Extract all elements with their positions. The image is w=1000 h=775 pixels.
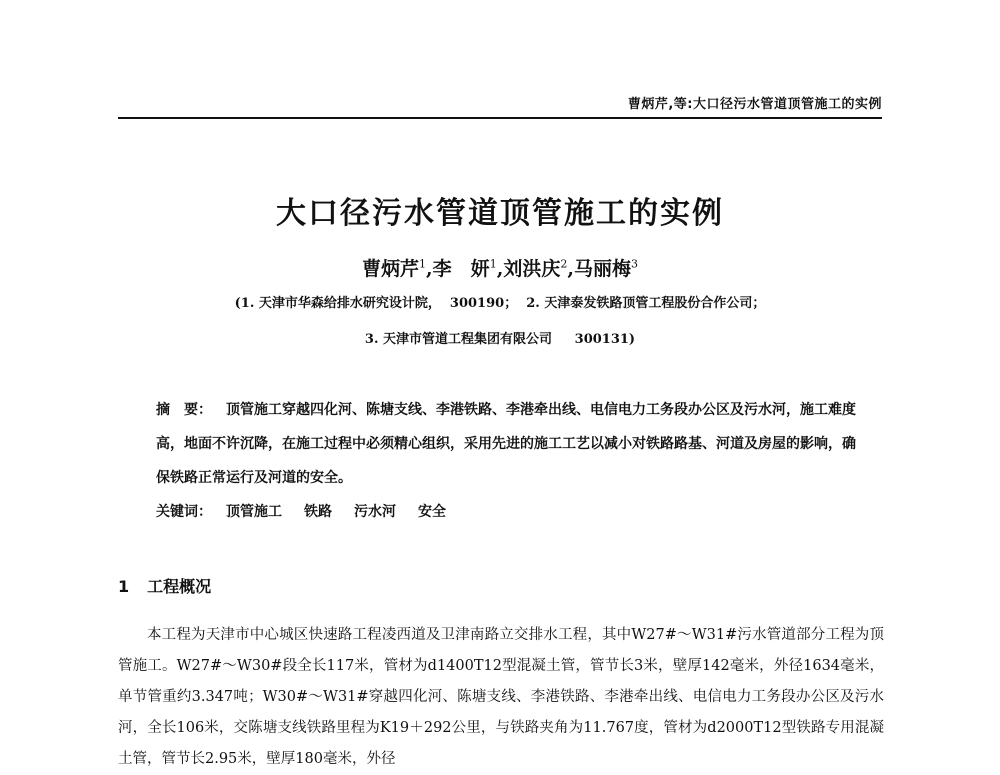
paper-title: 大口径污水管道顶管施工的实例 xyxy=(276,196,724,231)
author-name: 曹炳芹 xyxy=(362,258,420,280)
author-name: 刘洪庆 xyxy=(503,258,561,280)
author-name: 马丽梅 xyxy=(573,258,631,280)
author-name: 李 妍 xyxy=(432,258,490,280)
author-separator: , xyxy=(496,258,504,280)
section-title: 工程概况 xyxy=(147,577,212,596)
abstract-text: 顶管施工穿越四化河、陈塘支线、李港铁路、李港牵出线、电信电力工务段办公区及污水河，施工难度高，地面不许沉降，在施工过程中必须精心组织，采用先进的施工工艺以减小对铁路路基、河道及房屋的影响，确保铁路正常运行及河道的安全。 xyxy=(156,402,856,486)
keyword: 铁路 xyxy=(304,504,332,520)
running-head: 曹炳芹,等:大口径污水管道顶管施工的实例 xyxy=(627,97,882,112)
body-paragraph: 本工程为天津市中心城区快速路工程凌西道及卫津南路立交排水工程，其中W27#～W31#污水管道部分工程为顶管施工。W27#～W30#段全长117米，管材为d1400T12型混凝土管，管节长3米，壁厚142毫米，外径1634毫米，单节管重约3.347吨；W30#～W31#穿越四化河、陈塘支线、李港铁路、李港牵出线、电信电力工务段办公区及污水河，全长106米，交陈塘支线铁路里程为K19＋292公里，与铁路夹角为11.767度，管材为d2000T12型铁路专用混凝土管，管节长2.95米，壁厚180毫米，外径 xyxy=(118,627,884,767)
section-heading xyxy=(118,574,211,597)
body-text xyxy=(118,620,884,775)
keywords-label: 关键词： xyxy=(156,504,212,520)
author-affiliation-mark: 1 xyxy=(419,257,427,271)
author-affiliation-mark: 1 xyxy=(489,257,497,271)
abstract-label: 摘 要： xyxy=(156,402,212,418)
keyword: 安全 xyxy=(418,504,446,520)
keyword: 污水河 xyxy=(354,504,396,520)
author-separator: , xyxy=(426,258,433,280)
author-separator: , xyxy=(567,258,574,280)
author-list xyxy=(0,254,1000,281)
keyword: 顶管施工 xyxy=(226,504,282,520)
keywords xyxy=(156,495,866,529)
author-affiliation-mark: 2 xyxy=(560,257,568,271)
abstract-block xyxy=(156,393,866,529)
affiliation-line-1: (1. 天津市华森给排水研究设计院， 300190； 2. 天津泰发铁路顶管工程股份合作公司； xyxy=(234,296,766,311)
section-number: 1 xyxy=(118,577,130,596)
abstract xyxy=(156,393,866,495)
header-rule xyxy=(118,117,882,119)
author-affiliation-mark: 3 xyxy=(630,257,638,271)
affiliation-line-2: 3. 天津市管道工程集团有限公司 300131) xyxy=(364,332,636,347)
